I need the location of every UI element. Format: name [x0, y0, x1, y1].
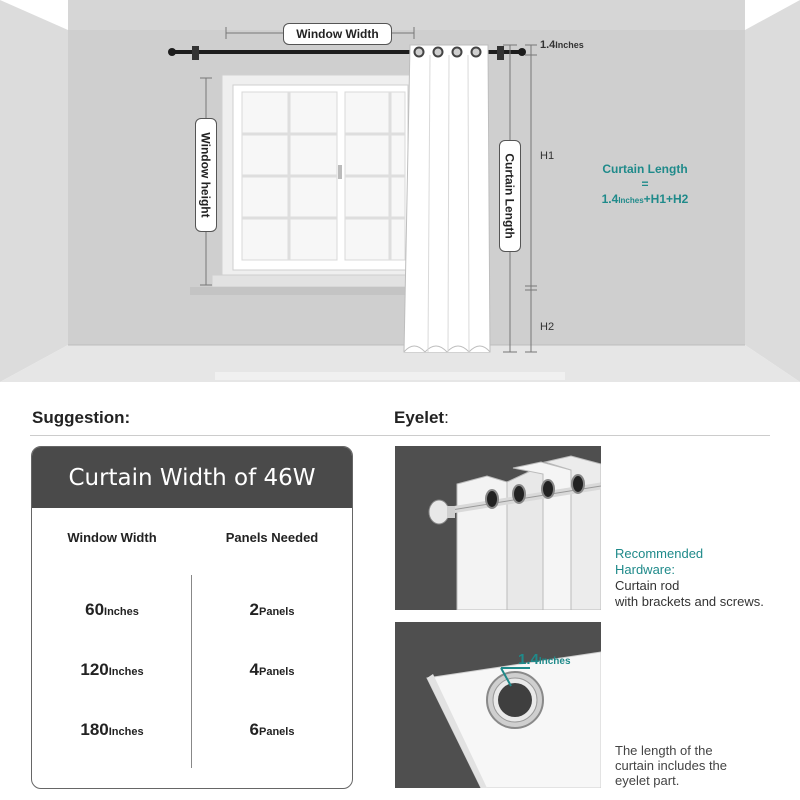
eyelet-closeup-image [395, 622, 601, 788]
card-header [32, 447, 352, 508]
h2-label: H2 [540, 321, 555, 333]
hardware-title-line-2: Hardware: [615, 562, 675, 577]
hardware-text-line-1: Curtain rod [615, 578, 680, 593]
curtain-length-label [499, 140, 521, 252]
formula-equals: = [641, 177, 649, 191]
eyelet-rod-image [395, 446, 601, 610]
col-window-width-header: Window Width [67, 530, 157, 545]
window-width-label [283, 23, 392, 45]
note-line-2: curtain includes the [615, 758, 728, 773]
suggestion-card [31, 446, 353, 789]
formula-expression: 1.4Inches+H1+H2 [601, 192, 689, 206]
eyelet-size-label: 1.4Inches [518, 651, 571, 668]
section-divider [30, 435, 770, 436]
hardware-text-line-2: with brackets and screws. [615, 594, 764, 609]
h1-label: H1 [540, 150, 555, 162]
table-row-width: 60Inches [85, 600, 139, 619]
card-title: Curtain Width of 46W [68, 464, 316, 491]
top-offset-label [540, 39, 584, 51]
room-illustration [0, 0, 800, 382]
formula-block [575, 162, 715, 208]
top-offset-unit: Inches [555, 40, 584, 50]
hardware-info [615, 546, 764, 610]
window-height-label [195, 118, 217, 232]
table-row-width: 180Inches [80, 720, 144, 739]
eyelet-note [615, 743, 727, 788]
formula-title: Curtain Length [602, 162, 688, 176]
hardware-title-line-1: Recommended [615, 546, 704, 561]
eyelet-rod-drawing [395, 446, 601, 610]
eyelet-closeup-drawing [395, 622, 601, 788]
table-row-width: 120Inches [80, 660, 144, 679]
note-line-3: eyelet part. [615, 773, 680, 788]
note-line-1: The length of the [615, 743, 713, 758]
table-row-panels: 2Panels [249, 600, 295, 619]
eyelet-heading: Eyelet: [394, 408, 449, 427]
suggestion-heading: Suggestion: [32, 408, 131, 427]
col-panels-header: Panels Needed [225, 530, 319, 545]
window-height-text: Window height [199, 132, 213, 218]
table-row-panels: 4Panels [249, 660, 295, 679]
top-offset-value: 1.4 [540, 39, 556, 51]
curtain-length-text: Curtain Length [503, 153, 518, 239]
table-row-panels: 6Panels [249, 720, 295, 739]
window-width-text: Window Width [296, 27, 379, 41]
